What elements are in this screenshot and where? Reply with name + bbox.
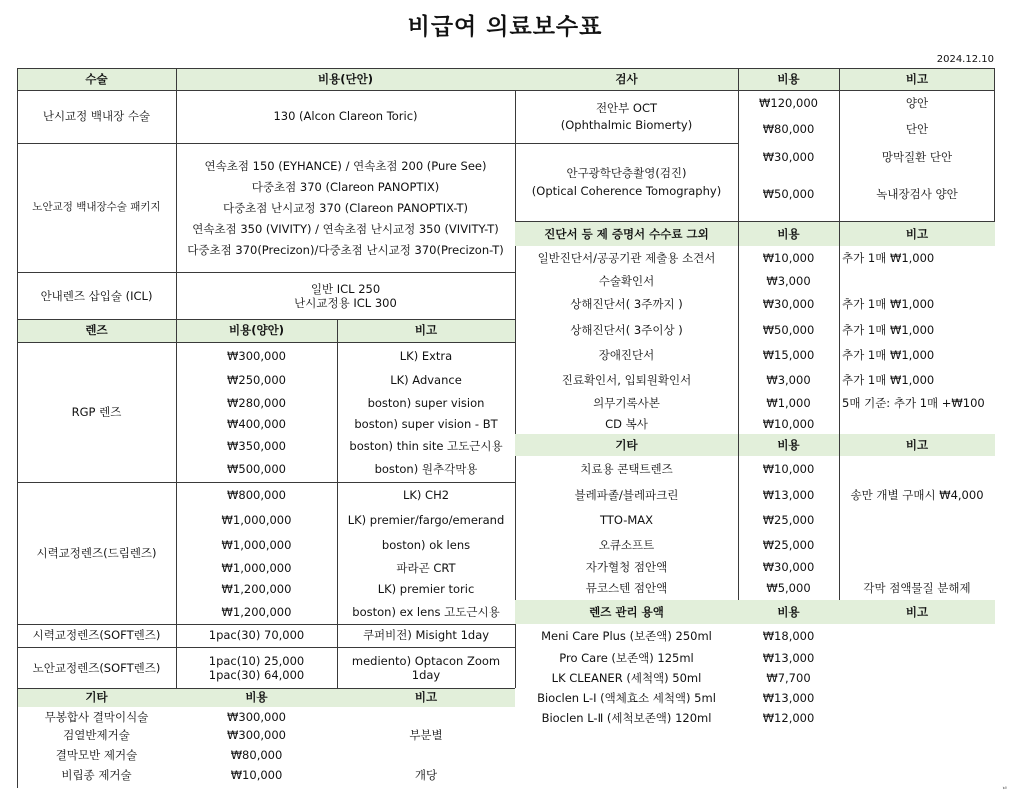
grid-line [337,319,338,688]
care-item: Meni Care Plus (보존액) 250ml [541,629,712,644]
other-item: 블레파졸/블레파크린 [574,487,679,502]
soft-presbyopia-note [337,648,515,688]
fee-table [17,68,995,788]
header-other: 기타 [515,434,738,456]
rgp-note: boston) super vision - BT [354,417,498,432]
cell-line: 1pac(10) 25,000 [208,653,305,668]
grid-line [738,68,739,600]
other-cost: ₩25,000 [762,537,815,552]
coh-cost: ₩50,000 [762,186,815,201]
oct-cost: ₩120,000 [759,95,818,110]
grid-line [515,90,995,91]
row-dream-lens: 시력교정렌즈(드림렌즈) [36,546,157,561]
cert-cost: ₩30,000 [762,297,815,312]
cell-line: (Optical Coherence Tomography) [531,183,722,198]
cell-line: 1pac(30) 64,000 [208,668,305,682]
cert-item: 상해진단서( 3주까지 ) [570,297,683,312]
care-item: LK CLEANER (세척액) 50ml [551,671,702,686]
cell-line: 다중초점 370(Precizon)/다중초점 난시교정 370(Precizon-T) [187,242,504,257]
grid-line [17,143,515,144]
cost-icl [176,273,515,319]
etc-cost: ₩80,000 [230,747,283,762]
row-oct-exam [515,144,738,220]
rgp-note: LK) Extra [399,348,453,363]
header-other-note: 비고 [839,434,995,456]
dream-note: LK) CH2 [402,488,450,503]
cell-line: 일반 ICL 250 [310,281,381,296]
cert-note: 추가 1매 ₩1,000 [842,251,935,266]
rgp-note: boston) thin site 고도근시용 [349,439,503,454]
grid-line [994,68,995,222]
grid-line [17,68,18,788]
soft-myopia-note: 쿠퍼비전) Misight 1day [362,628,490,643]
dream-cost: ₩1,000,000 [221,513,292,528]
grid-line [17,688,515,689]
etc-note-partial: 부분별 [409,728,443,743]
cert-cost: ₩3,000 [766,273,811,288]
dream-note: LK) premier toric [377,582,475,597]
row-rgp-lens: RGP 렌즈 [71,404,122,419]
dream-cost: ₩1,200,000 [221,604,292,619]
cert-cost: ₩10,000 [762,416,815,431]
header-etc-cost: 비용 [176,688,337,707]
rgp-note: LK) Advance [390,373,462,388]
etc-note-each: 개당 [414,768,438,783]
etc-cost: ₩300,000 [227,728,286,743]
cert-cost: ₩3,000 [766,373,811,388]
care-cost: ₩13,000 [762,651,815,666]
coh-note: 망막질환 단안 [881,149,953,164]
care-cost: ₩18,000 [762,629,815,644]
cell-line: mediento) Optacon Zoom [351,653,501,668]
row-soft-presbyopia: 노안교정렌즈(SOFT렌즈) [32,660,161,675]
cert-item: CD 복사 [605,416,648,431]
cell-line: (Ophthalmic Biomerty) [560,118,693,132]
grid-line [17,319,515,320]
grid-line [17,68,515,69]
row-soft-myopia: 시력교정렌즈(SOFT렌즈) [32,628,161,643]
rgp-note: boston) super vision [367,395,485,410]
other-note: 각막 점액물질 분해제 [863,581,971,596]
cert-note: 추가 1매 ₩1,000 [842,373,935,388]
dream-note: 파라곤 CRT [396,561,456,576]
header-exam: 검사 [515,68,738,90]
cert-cost: ₩1,000 [766,396,811,411]
grid-line [515,143,738,144]
rgp-cost: ₩250,000 [227,373,286,388]
care-item: Bioclen L-Ⅱ (세척보존액) 120ml [541,710,712,725]
rgp-cost: ₩350,000 [227,439,286,454]
other-note [839,457,995,482]
cell-line: 다중초점 난시교정 370 (Clareon PANOPTIX-T) [222,200,469,215]
other-item: 오큐소프트 [598,537,655,552]
cert-item: 수술확인서 [598,273,655,288]
soft-presbyopia-cost [176,648,337,688]
grid-line [17,647,515,648]
grid-line [17,342,515,343]
other-note: 송만 개별 구매시 ₩4,000 [850,487,984,502]
cell-line: 난시교정용 ICL 300 [294,296,397,310]
other-item: 치료용 콘택트렌즈 [580,462,673,477]
grid-line [839,68,840,600]
other-cost: ₩30,000 [762,560,815,575]
dream-cost: ₩1,000,000 [221,538,292,553]
header-etc: 기타 [17,688,176,707]
oct-note: 양안 [905,95,929,110]
row-astig-cataract: 난시교정 백내장 수술 [42,109,151,124]
grid-line [176,68,177,688]
header-note: 비고 [337,319,515,342]
other-cost: ₩25,000 [762,513,815,528]
other-item: 자가혈청 점안액 [585,560,668,575]
row-presbyopia-package: 노안교정 백내장수술 패키지 [32,201,161,214]
other-cost: ₩5,000 [766,581,811,596]
grid-line [17,482,515,483]
header-cost-both: 비용(양안) [176,319,337,342]
care-cost: ₩13,000 [762,690,815,705]
grid-line [515,221,995,222]
cost-astig-cataract: 130 (Alcon Clareon Toric) [273,109,418,124]
other-note [839,557,995,578]
header-care-cost: 비용 [738,600,839,624]
rgp-note: boston) 원추각막용 [374,462,478,477]
etc-item: 비립종 제거술 [61,768,132,783]
cert-item: 장애진단서 [598,348,655,363]
row-icl: 안내렌즈 삽입술 (ICL) [40,288,153,303]
cert-note: 추가 1매 ₩1,000 [842,322,935,337]
header-care-note: 비고 [839,600,995,624]
etc-cost: ₩300,000 [227,709,286,724]
etc-item: 무봉합사 결막이식술 [44,709,149,724]
header-other-cost: 비용 [738,434,839,456]
cert-item: 의무기록사본 [593,396,660,411]
grid-line [17,624,515,625]
header-exam-cost: 비용 [738,68,839,90]
care-item: Pro Care (보존액) 125ml [559,651,694,666]
cert-note [839,270,995,292]
cert-note [839,414,995,434]
cost-presbyopia-package [176,144,515,272]
etc-item: 결막모반 제거술 [55,747,138,762]
header-lens: 렌즈 [17,319,176,342]
other-item: TTO-MAX [599,513,654,528]
other-cost: ₩13,000 [762,487,815,502]
cert-note: 추가 1매 ₩1,000 [842,297,935,312]
header-cert-note: 비고 [839,222,995,246]
oct-cost: ₩80,000 [762,122,815,137]
cert-note: 5매 기준: 추가 1매 +₩100 [842,396,985,411]
cert-cost: ₩10,000 [762,251,815,266]
dream-note: boston) ex lens 고도근시용 [352,604,500,619]
cert-item: 상해진단서( 3주이상 ) [570,322,683,337]
soft-myopia-cost: 1pac(30) 70,000 [208,628,305,643]
etc-item: 검열반제거술 [63,728,130,743]
header-etc-note: 비고 [337,688,515,707]
header-cost-single: 비용(단안) [176,68,515,90]
cell-line: 다중초점 370 (Clareon PANOPTIX) [251,179,440,194]
cert-item: 진료확인서, 입퇴원확인서 [561,373,692,388]
corner-mark: ᆸ [1001,782,1008,790]
etc-cost: ₩10,000 [230,768,283,783]
other-note [839,533,995,557]
grid-line [515,68,995,69]
other-item: 뮤코스텐 점안액 [585,581,668,596]
header-exam-note: 비고 [839,68,995,90]
cert-note: 추가 1매 ₩1,000 [842,348,935,363]
header-surgery: 수술 [17,68,176,90]
cell-line: 안구광학단층촬영(검진) [566,166,687,181]
care-cost: ₩12,000 [762,710,815,725]
rgp-cost: ₩500,000 [227,462,286,477]
cell-line: 연속초점 350 (VIVITY) / 연속초점 난시교정 350 (VIVITY-T) [192,221,499,236]
dream-cost: ₩1,000,000 [221,561,292,576]
rgp-cost: ₩400,000 [227,417,286,432]
coh-cost: ₩30,000 [762,149,815,164]
coh-note: 녹내장검사 양안 [876,186,958,201]
rgp-cost: ₩280,000 [227,395,286,410]
header-certificates: 진단서 등 제 증명서 수수료 그외 [515,222,738,246]
grid-line [17,90,515,91]
date-label: 2024.12.10 [936,54,994,65]
other-cost: ₩10,000 [762,462,815,477]
dream-cost: ₩800,000 [227,488,286,503]
cert-item: 일반진단서/공공기관 제출용 소견서 [537,251,716,266]
rgp-cost: ₩300,000 [227,348,286,363]
cell-line: 연속초점 150 (EYHANCE) / 연속초점 200 (Pure See) [204,158,487,173]
other-note [839,508,995,533]
grid-line [17,272,515,273]
cell-line: 1day [411,668,441,682]
cert-cost: ₩15,000 [762,348,815,363]
header-cert-cost: 비용 [738,222,839,246]
dream-cost: ₩1,200,000 [221,582,292,597]
page-title: 비급여 의료보수표 [407,14,603,40]
dream-note: boston) ok lens [381,538,471,553]
care-cost: ₩7,700 [766,671,811,686]
dream-note: LK) premier/fargo/emerand [347,513,505,528]
care-item: Bioclen L-Ⅰ (액체효소 세척액) 5ml [537,690,716,705]
row-oct [515,90,738,143]
cell-line: 전안부 OCT [595,100,658,115]
cert-cost: ₩50,000 [762,322,815,337]
oct-note: 단안 [905,122,929,137]
header-lens-care: 렌즈 관리 용액 [515,600,738,624]
